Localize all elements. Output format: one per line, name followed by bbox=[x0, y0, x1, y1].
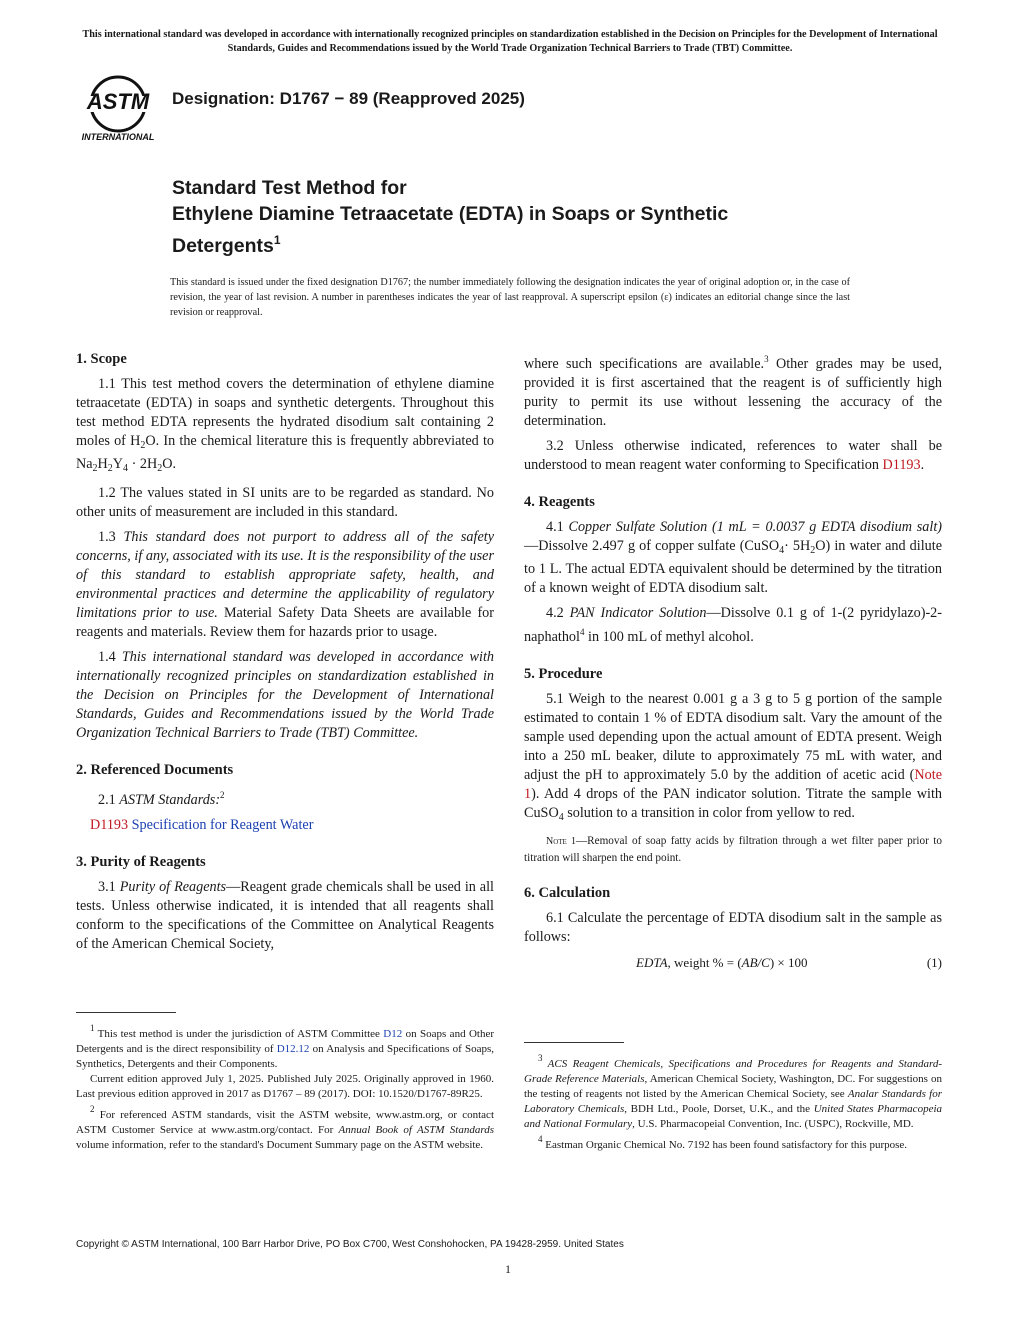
standard-issue-note: This standard is issued under the fixed designation D1767; the number immediately following the designation indicates the year of original adoption or, in the case of revision, the year of last revision. A number in parentheses indicates the year of last reapproval. A superscript epsilon (ε) indicates an editorial change since the last revision or reapproval. bbox=[170, 277, 850, 318]
copyright-line: Copyright © ASTM International, 100 Barr Harbor Drive, PO Box C700, West Conshohocken, PA 19428-2959. United States bbox=[76, 1239, 624, 1250]
d12-link[interactable]: D12 bbox=[383, 1028, 403, 1040]
logo-subtext: INTERNATIONAL bbox=[81, 132, 155, 142]
reference-code-link[interactable]: D1193 bbox=[90, 817, 129, 833]
page-number: 1 bbox=[505, 1262, 511, 1276]
reagents-4-1: 4.1 Copper Sulfate Solution (1 mL = 0.0037 g EDTA disodium salt)—Dissolve 2.497 g of copper sulfate (CuSO$_4$· $5H_2O$) in water and dilute to 1 L. The actual EDTA equivalent should be determined by the titration of a known weight of EDTA disodium salt. bbox=[524, 519, 942, 596]
designation: Designation: D1767 − 89 (Reapproved 2025) bbox=[172, 89, 525, 108]
scope-heading: 1. Scope bbox=[76, 351, 127, 367]
title-footnote-mark: 1 bbox=[273, 233, 281, 247]
calculation-6-1: 6.1 Calculate the percentage of EDTA disodium salt in the sample as follows: bbox=[524, 910, 942, 945]
document-title bbox=[172, 175, 892, 259]
note-1: Note 1—Removal of soap fatty acids by filtration through a wet filter paper prior to titration will sharpen the end point. bbox=[524, 835, 942, 864]
reference-d1193[interactable] bbox=[76, 816, 494, 835]
reagents-heading: 4. Reagents bbox=[524, 494, 595, 510]
scope-1-1: 1.1 This test method covers the determination of ethylene diamine tetraacetate (EDTA) in soaps and synthetic detergents. Throughout this test method EDTA represents the hydrated disodium salt containing 2 moles of $H_2O$. In the chemical literature this is frequently abbreviated to $Na_2H_2Y_4 \cdot 2H_2O$. bbox=[76, 376, 494, 474]
equation-1: EDTA, weight % = (AB/C) × 100 (1) bbox=[636, 955, 942, 970]
procedure-5-1: 5.1 Weigh to the nearest 0.001 g a 3 g to 5 g portion of the sample estimated to contain 1 % of EDTA disodium salt. Vary the amount of the sample used depending upon the actual amount of EDTA present. Weigh into a 250 mL beaker, dilute to approximately 75 mL with water, and adjust the pH to approximately 5.0 by the addition of acetic acid (Note 1). Add 4 drops of the PAN indicator solution. Titrate the sample with CuSO$_4$ solution to a transition in color from yellow to red. bbox=[524, 691, 942, 823]
calculation-heading: 6. Calculation bbox=[524, 885, 611, 901]
footnotes-right bbox=[524, 1051, 942, 1153]
footnote-2: $^2$ For referenced ASTM standards, visit the ASTM website, www.astm.org, or contact ASTM Customer Service at www.astm.org/contact. For Annual Book of ASTM Standards volume information, refer to the standard's Document Summary page on the ASTM website. bbox=[76, 1104, 494, 1151]
reagents-4-2: 4.2 PAN Indicator Solution—Dissolve 0.1 g of 1-(2 pyridylazo)-2-naphathol$^4$ in 100 mL of methyl alcohol. bbox=[524, 605, 942, 645]
scope-1-3: 1.3 This standard does not purport to address all of the safety concerns, if any, associated with its use. It is the responsibility of the user of this standard to establish appropriate safety, health, and environmental practices and determine the applicability of regulatory limitations prior to use. Material Safety Data Sheets are available for reagents and materials. Review them for hazards prior to usage. bbox=[76, 529, 494, 640]
footnote-1-edition: Current edition approved July 1, 2025. Published July 2025. Originally approved in 1960. Last previous edition approved in 2017 as D1767 – 89 (2017). DOI: 10.1520/D1767-89R25. bbox=[76, 1073, 494, 1100]
footnote-divider-left bbox=[76, 1012, 176, 1013]
footnote-divider-right bbox=[524, 1042, 624, 1043]
logo-text: ASTM bbox=[86, 89, 150, 114]
equation-number: (1) bbox=[926, 955, 942, 970]
purity-3-1: 3.1 Purity of Reagents—Reagent grade chemicals shall be used in all tests. Unless otherwise indicated, it is intended that all reagents shall conform to the specifications of the Committee on Analytical Reagents of the American Chemical Society, bbox=[76, 879, 494, 952]
footnotes-left bbox=[76, 1021, 494, 1153]
title-line-2: Ethylene Diamine Tetraacetate (EDTA) in Soaps or Synthetic bbox=[172, 203, 729, 225]
referenced-heading: 2. Referenced Documents bbox=[76, 762, 234, 778]
purity-heading: 3. Purity of Reagents bbox=[76, 854, 206, 870]
astm-logo bbox=[74, 74, 160, 146]
note-1-link[interactable]: Note 1 bbox=[524, 767, 942, 802]
left-column bbox=[76, 350, 494, 960]
title-line-3: Detergents$^1$ bbox=[172, 233, 281, 257]
top-notice: This international standard was developed in accordance with internationally recognized principles on standardization established in the Decision on Principles for the Development of International Standards, Guides and Recommendations issued by the World Trade Organization Technical Barriers to Trade (TBT) Committee. bbox=[82, 29, 938, 54]
d1193-link[interactable]: D1193 bbox=[882, 457, 921, 473]
referenced-2-1: 2.1 ASTM Standards:$^2$ bbox=[98, 790, 225, 808]
scope-1-2: 1.2 The values stated in SI units are to be regarded as standard. No other units of measurement are included in this standard. bbox=[76, 485, 494, 520]
reference-title-link[interactable]: Specification for Reagent Water bbox=[128, 817, 314, 833]
footnote-4: $^4$ Eastman Organic Chemical No. 7192 has been found satisfactory for this purpose. bbox=[538, 1134, 908, 1151]
right-column bbox=[524, 350, 942, 985]
scope-1-4: 1.4 This international standard was developed in accordance with internationally recognized principles on standardization established in the Decision on Principles for the Development of International Standards, Guides and Recommendations issued by the World Trade Organization Technical Barriers to Trade (TBT) Committee. bbox=[76, 649, 494, 741]
d12-12-link[interactable]: D12.12 bbox=[276, 1043, 310, 1055]
procedure-heading: 5. Procedure bbox=[524, 666, 603, 682]
footnote-3: $^3$ ACS Reagent Chemicals, Specifications and Procedures for Reagents and Standard-Grade Reference Materials, American Chemical Society, Washington, DC. For suggestions on the testing of reagents not listed by the American Chemical Society, see Analar Standards for Laboratory Chemicals, BDH Ltd., Poole, Dorset, U.K., and the United States Pharmacopeia and National Formulary, U.S. Pharmacopeial Convention, Inc. (USPC), Rockville, MD. bbox=[524, 1053, 943, 1130]
footnote-1: $^1$ This test method is under the jurisdiction of ASTM Committee D12 on Soaps and Other Detergents and is the direct responsibility of D12.12 on Analysis and Specifications of Soaps, Synthetics, Detergents and their Components. bbox=[76, 1023, 494, 1070]
purity-3-2: 3.2 Unless otherwise indicated, references to water shall be understood to mean reagent water conforming to Specification D1193. bbox=[524, 438, 942, 473]
title-line-1: Standard Test Method for bbox=[172, 177, 407, 199]
purity-3-1-continued: where such specifications are available.$^3$ Other grades may be used, provided it is first ascertained that the reagent is of sufficiently high purity to permit its use without lessening the accuracy of the determination. bbox=[524, 354, 943, 429]
